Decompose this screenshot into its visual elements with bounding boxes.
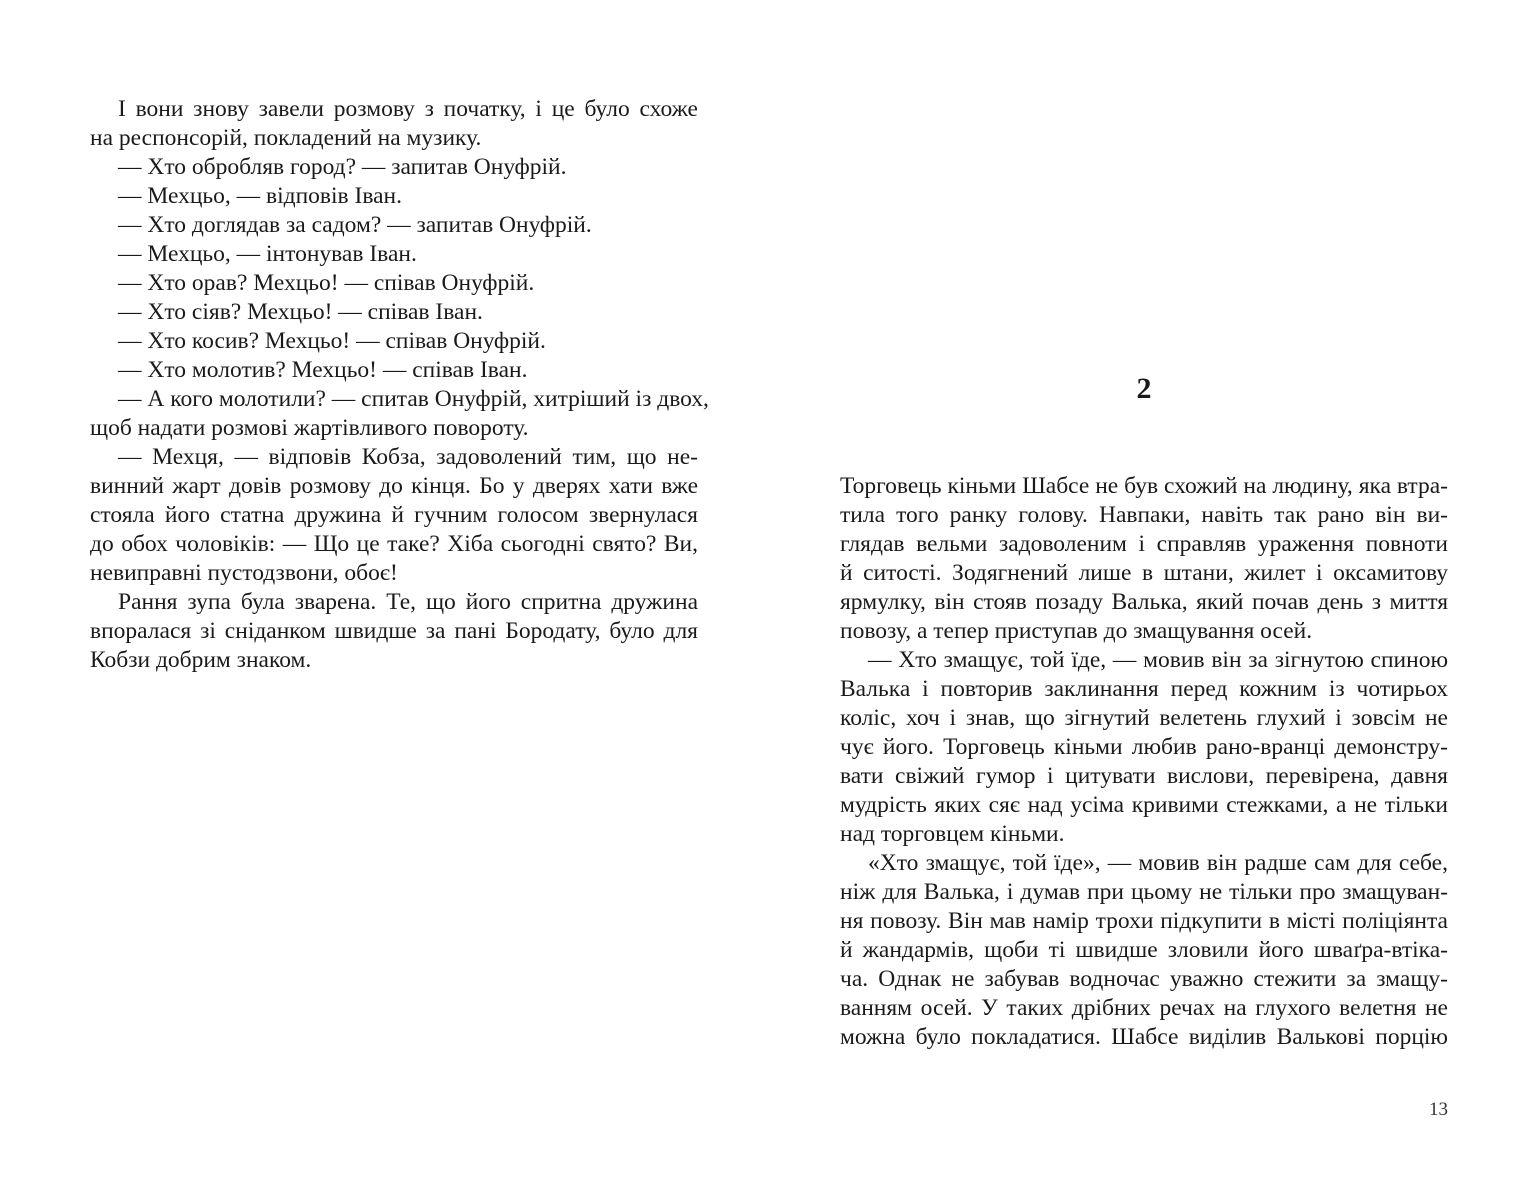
text-line: невиправні пустодзвони, обоє! bbox=[90, 560, 398, 586]
text-line: винний жарт довів розмову до кінця. Бо у дверях хати вже bbox=[90, 473, 698, 499]
left-page bbox=[90, 95, 709, 675]
text-line: можна було покладатися. Шабсе виділив Валькові порцію bbox=[840, 1024, 1448, 1050]
text-line: Рання зупа була зварена. Те, що його спритна дружина bbox=[118, 589, 698, 615]
text-line: тила того ранку голову. Навпаки, навіть так рано він ви- bbox=[840, 502, 1448, 528]
text-line: й ситості. Зодягнений лише в штани, жилет і оксамитову bbox=[840, 560, 1448, 586]
text-line: на респонсорій, покладений на музику. bbox=[90, 125, 482, 151]
text-line: над торговцем кіньми. bbox=[840, 821, 1065, 847]
text-line: й жандармів, щоби ті швидше зловили його шваґра-втіка- bbox=[840, 937, 1448, 963]
right-page-body bbox=[840, 472, 1448, 1052]
text-line: — Хто доглядав за садом? — запитав Онуфрій. bbox=[118, 212, 592, 238]
text-line: — Хто молотив? Мехцьо! — співав Іван. bbox=[118, 357, 528, 383]
text-line: ванням осей. У таких дрібних речах на глухого велетня не bbox=[840, 995, 1448, 1021]
text-line: стояла його статна дружина й гучним голосом звернулася bbox=[90, 502, 698, 528]
text-line: — Хто косив? Мехцьо! — співав Онуфрій. bbox=[118, 328, 546, 354]
text-line: вати свіжий гумор і цитувати вислови, перевірена, давня bbox=[840, 763, 1448, 789]
chapter-number: 2 bbox=[1136, 372, 1152, 405]
text-line: ня повозу. Він мав намір трохи підкупити в місті поліціянта bbox=[840, 908, 1448, 934]
text-line: — Хто змащує, той їде, — мовив він за зігнутою спиною bbox=[868, 647, 1448, 673]
text-line: «Хто змащує, той їде», — мовив він радше сам для себе, bbox=[868, 850, 1448, 876]
text-line: — Хто обробляв город? — запитав Онуфрій. bbox=[118, 154, 567, 180]
text-line: впоралася зі сніданком швидше за пані Бородату, було для bbox=[90, 618, 698, 644]
text-line: до обох чоловіків: — Що це таке? Хіба сьогодні свято? Ви, bbox=[90, 531, 698, 557]
text-line: глядав вельми задоволеним і справляв ураження повноти bbox=[840, 531, 1448, 557]
text-line: мудрість яких сяє над усіма кривими стежками, а не тільки bbox=[840, 792, 1448, 818]
text-line: ніж для Валька, і думав при цьому не тільки про змащуван- bbox=[840, 879, 1448, 905]
text-line: ча. Однак не забував водночас уважно стежити за змащу- bbox=[840, 966, 1448, 992]
text-line: чує його. Торговець кіньми любив рано-вранці демонстру- bbox=[840, 734, 1448, 760]
page-number: 13 bbox=[1429, 1099, 1448, 1120]
text-line: коліс, хоч і знав, що зігнутий велетень глухий і зовсім не bbox=[840, 705, 1448, 731]
text-line: щоб надати розмові жартівливого повороту. bbox=[90, 415, 529, 441]
text-line: І вони знову завели розмову з початку, і це було схоже bbox=[118, 96, 698, 122]
text-line: ярмулку, він стояв позаду Валька, який почав день з миття bbox=[840, 589, 1448, 615]
text-line: Торговець кіньми Шабсе не був схожий на людину, яка втра- bbox=[840, 473, 1448, 499]
text-line: — Мехцьо, — інтонував Іван. bbox=[118, 241, 417, 267]
text-line: — Хто орав? Мехцьо! — співав Онуфрій. bbox=[118, 270, 535, 296]
text-line: — Мехцьо, — відповів Іван. bbox=[118, 183, 402, 209]
text-line: повозу, а тепер приступав до змащування осей. bbox=[840, 618, 1313, 644]
text-line: Кобзи добрим знаком. bbox=[90, 647, 312, 673]
text-line: — Мехця, — відповів Кобза, задоволений тим, що не- bbox=[118, 444, 698, 470]
text-line: — А кого молотили? — спитав Онуфрій, хитріший із двох, bbox=[118, 386, 709, 412]
text-line: Валька і повторив заклинання перед кожним із чотирьох bbox=[840, 676, 1448, 702]
text-line: — Хто сіяв? Мехцьо! — співав Іван. bbox=[118, 299, 483, 325]
